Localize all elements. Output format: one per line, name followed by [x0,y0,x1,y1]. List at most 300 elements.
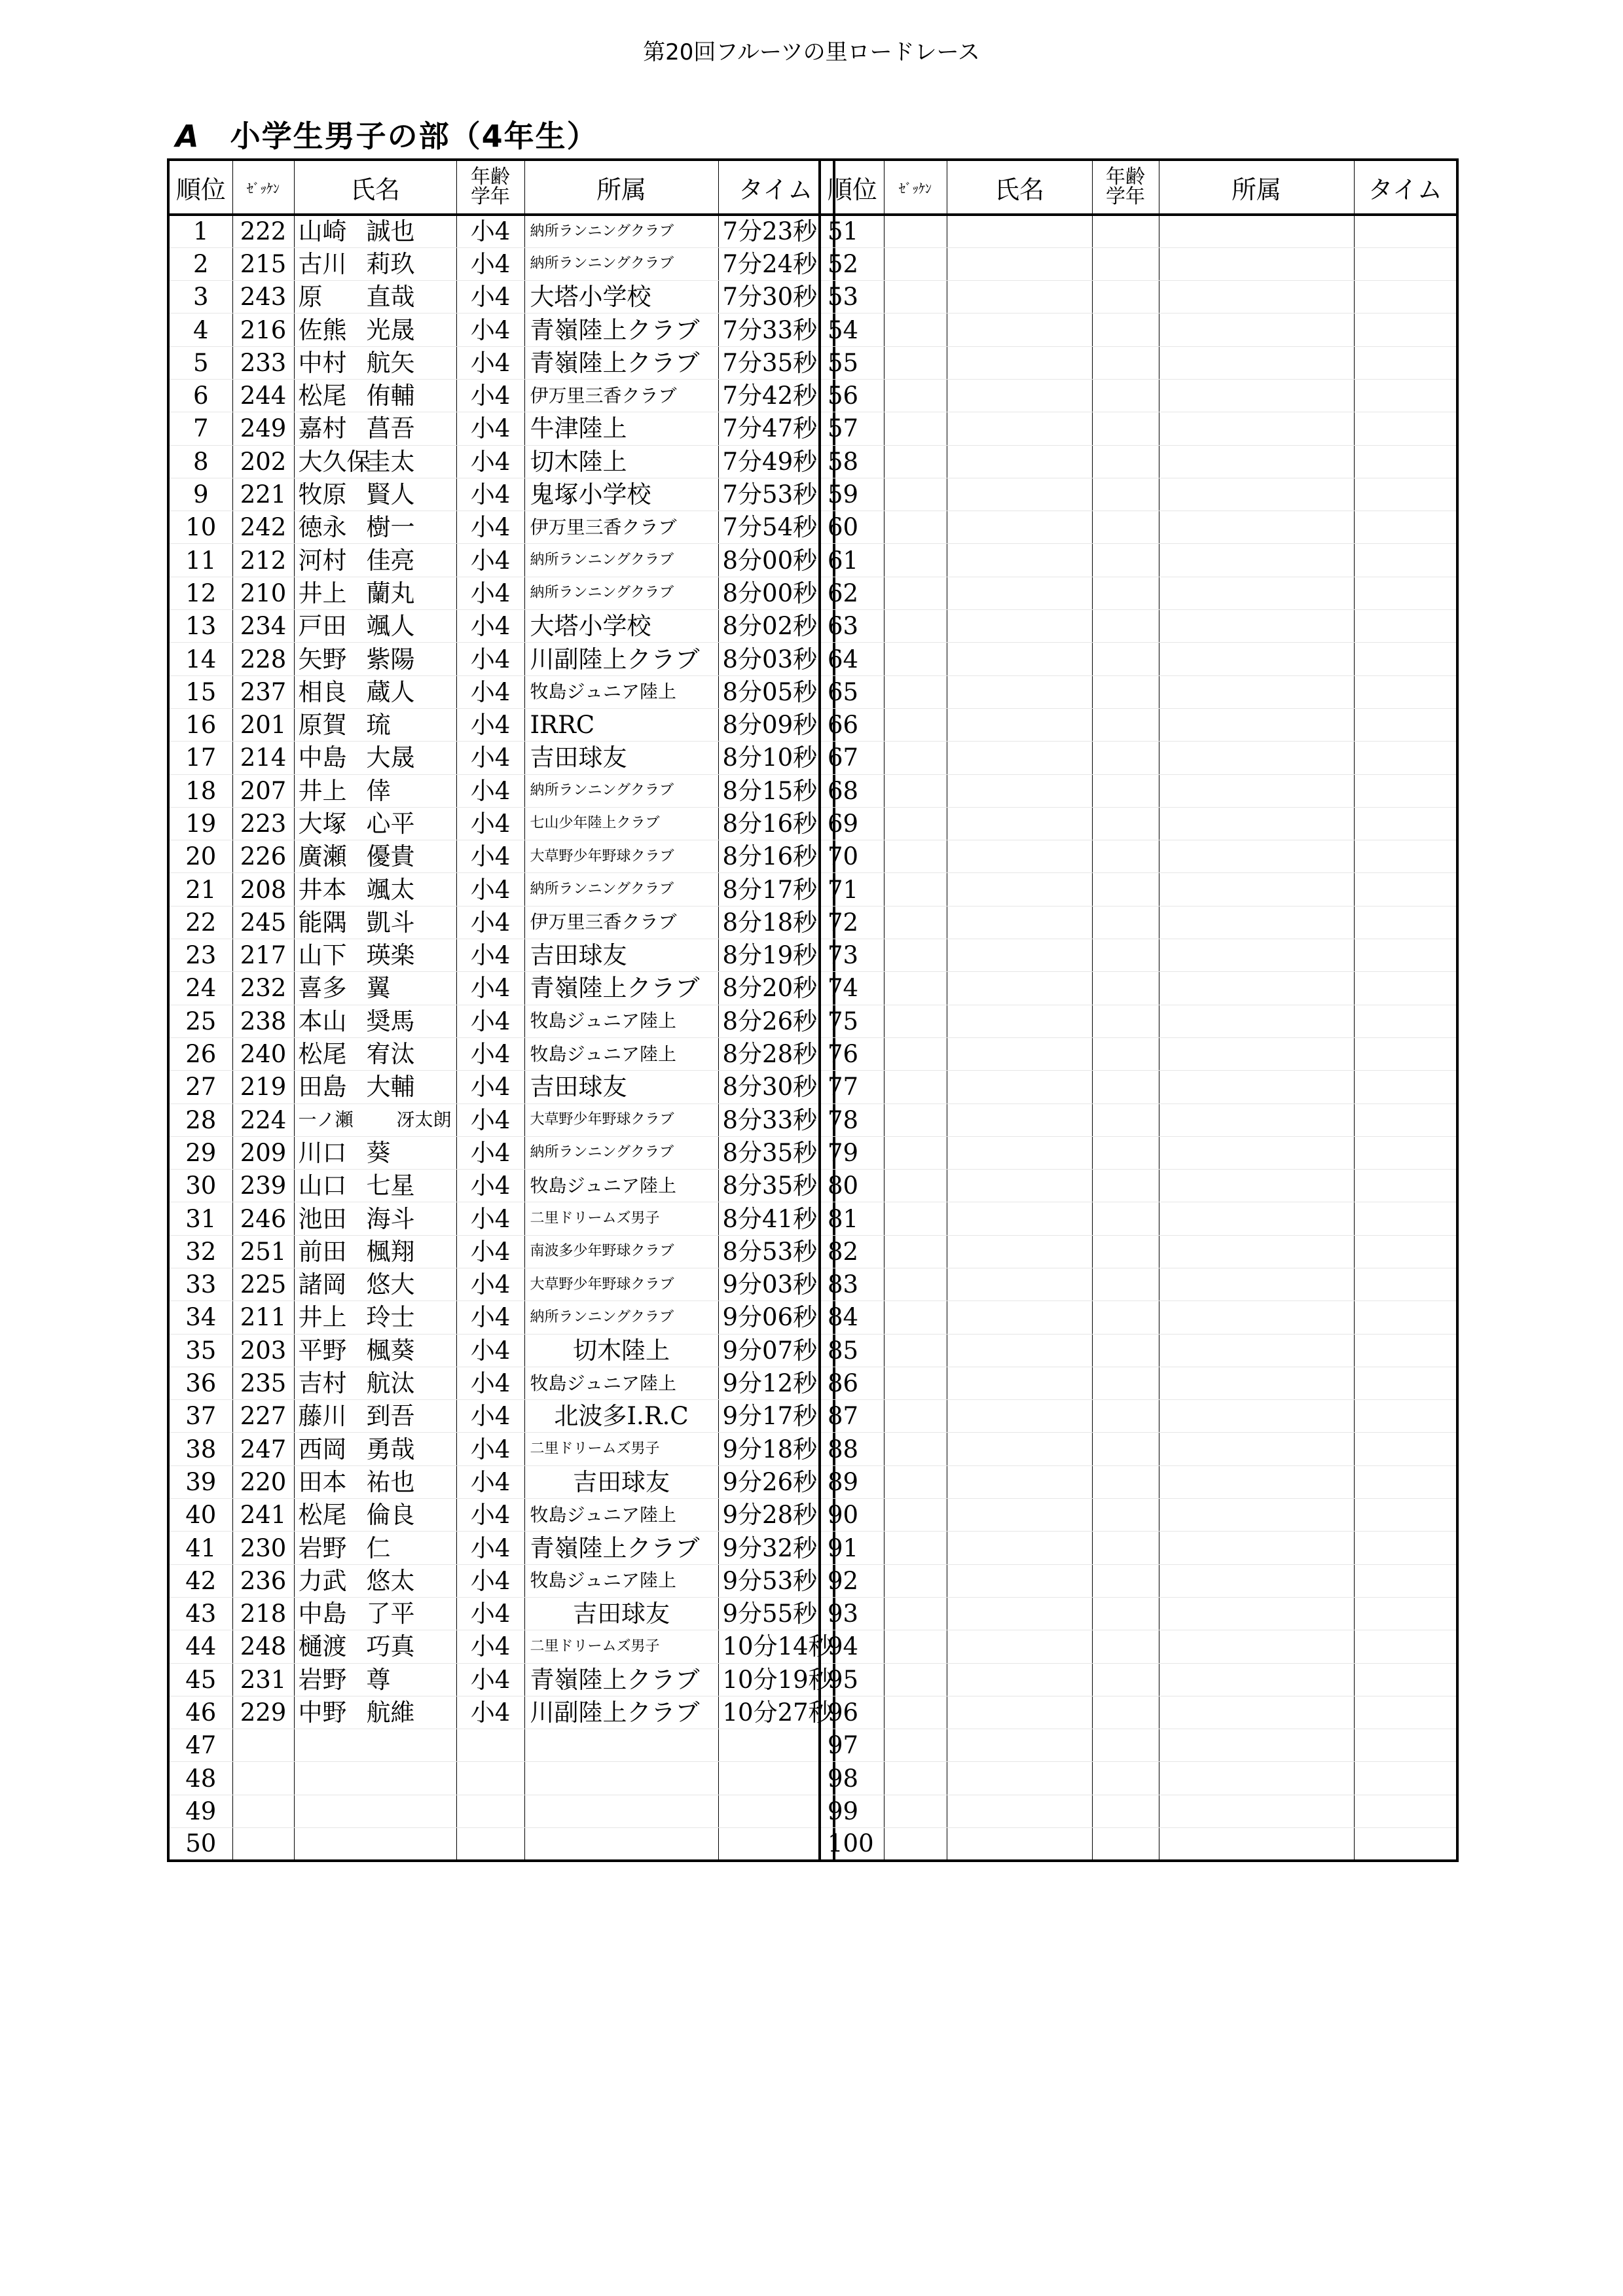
given-name: 宥汰 [366,1040,415,1069]
table-row [168,1729,834,1762]
bib-cell: 241 [232,1499,294,1532]
surname: 大塚 [298,809,347,838]
name-cell [947,1532,1092,1564]
affiliation-cell: 青嶺陸上クラブ [524,1663,718,1696]
surname: 吉村 [298,1369,347,1398]
rank-cell: 54 [820,314,884,346]
name-cell [947,1433,1092,1465]
affiliation-cell [1159,610,1354,643]
rank-cell: 29 [168,1136,232,1169]
surname: 松尾 [298,1501,347,1530]
bib-cell [884,1828,947,1861]
table-row [168,577,834,609]
bib-cell [884,1499,947,1532]
results-table-right [818,158,1459,1862]
grade-cell [1092,346,1159,379]
affiliation-cell: 牛津陸上 [524,412,718,445]
time-cell [1354,1729,1457,1762]
given-name: 優貴 [366,842,415,871]
grade-cell: 小4 [456,774,524,807]
rank-cell: 15 [168,675,232,708]
affiliation-cell [1159,1499,1354,1532]
rank-cell: 5 [168,346,232,379]
table-row [168,675,834,708]
affiliation-cell [1159,1630,1354,1663]
rank-cell: 35 [168,1334,232,1367]
name-cell [294,1630,456,1663]
rank-cell: 91 [820,1532,884,1564]
bib-cell [884,1071,947,1103]
surname: 樋渡 [298,1632,347,1661]
table-row [820,807,1457,840]
bib-cell: 208 [232,873,294,906]
grade-cell: 小4 [456,379,524,412]
given-name: 了平 [366,1600,415,1628]
rank-cell: 51 [820,215,884,247]
time-cell: 8分16秒 [718,807,834,840]
rank-cell: 1 [168,215,232,247]
table-row [820,1564,1457,1597]
bib-cell: 244 [232,379,294,412]
given-name: 悠大 [366,1270,415,1299]
table-row [168,1696,834,1729]
rank-cell: 93 [820,1597,884,1630]
rank-cell: 55 [820,346,884,379]
affiliation-cell [1159,1037,1354,1070]
table-row [820,1795,1457,1827]
rank-cell: 24 [168,972,232,1005]
rank-cell: 19 [168,807,232,840]
bib-cell [884,708,947,741]
affiliation-cell: 吉田球友 [524,742,718,774]
affiliation-cell [1159,972,1354,1005]
surname: 力武 [298,1566,347,1595]
bib-cell [884,939,947,972]
table-row [168,1564,834,1597]
name-cell [294,1103,456,1136]
grade-cell [1092,742,1159,774]
given-name: 葵 [366,1138,391,1167]
bib-cell [884,742,947,774]
name-cell [947,1301,1092,1334]
table-row [820,1433,1457,1465]
name-cell [294,379,456,412]
rank-cell: 43 [168,1597,232,1630]
given-name: 颯人 [366,612,415,641]
time-cell [1354,1828,1457,1861]
grade-cell [1092,1762,1159,1795]
time-header: タイム [718,160,834,215]
grade-cell: 小4 [456,1663,524,1696]
rank-cell: 17 [168,742,232,774]
time-cell: 9分55秒 [718,1597,834,1630]
bib-header: ｾﾞｯｹﾝ [232,160,294,215]
affiliation-cell: 牧島ジュニア陸上 [524,1170,718,1202]
grade-cell [1092,281,1159,314]
bib-cell [884,346,947,379]
bib-cell [884,807,947,840]
time-cell [1354,610,1457,643]
bib-cell: 210 [232,577,294,609]
given-name: 佳亮 [366,546,415,575]
affiliation-cell [1159,1301,1354,1334]
bib-cell [884,1630,947,1663]
given-name: 大晟 [366,744,415,772]
given-name: 仁 [366,1534,391,1562]
time-cell: 8分00秒 [718,577,834,609]
bib-cell [884,577,947,609]
rank-cell: 47 [168,1729,232,1762]
bib-cell [884,1465,947,1498]
rank-cell: 27 [168,1071,232,1103]
given-name: 冴太朗 [396,1109,452,1131]
name-cell [947,412,1092,445]
grade-cell: 小4 [456,1597,524,1630]
surname: 井上 [298,1303,347,1332]
table-row [168,1334,834,1367]
affiliation-cell [1159,1795,1354,1827]
table-row [168,1433,834,1465]
rank-cell: 50 [168,1828,232,1861]
grade-cell [1092,972,1159,1005]
table-row [820,1301,1457,1334]
time-cell [1354,1499,1457,1532]
bib-cell [884,445,947,478]
table-row [820,379,1457,412]
rank-cell: 12 [168,577,232,609]
bib-cell [884,1729,947,1762]
name-cell [294,1037,456,1070]
time-cell [1354,1597,1457,1630]
given-name: 海斗 [366,1204,415,1233]
bib-cell: 231 [232,1663,294,1696]
bib-cell [884,412,947,445]
section-letter: A [175,118,200,154]
name-cell [947,379,1092,412]
bib-cell: 215 [232,247,294,280]
table-row [168,939,834,972]
table-row [168,1663,834,1696]
time-cell: 7分53秒 [718,478,834,511]
time-cell: 8分35秒 [718,1170,834,1202]
table-row [820,972,1457,1005]
time-cell: 8分16秒 [718,840,834,873]
affiliation-cell [1159,643,1354,675]
bib-cell [884,1103,947,1136]
table-row [820,1630,1457,1663]
time-cell [1354,1103,1457,1136]
table-row [168,972,834,1005]
time-cell: 9分53秒 [718,1564,834,1597]
grade-cell: 小4 [456,1170,524,1202]
grade-cell [1092,577,1159,609]
grade-cell [1092,1499,1159,1532]
bib-cell: 228 [232,643,294,675]
bib-cell [232,1762,294,1795]
time-cell: 8分30秒 [718,1071,834,1103]
grade-cell [456,1828,524,1861]
table-row [820,1828,1457,1861]
table-row [820,1729,1457,1762]
surname: 喜多 [298,974,347,1003]
grade-cell: 小4 [456,511,524,544]
grade-cell [1092,478,1159,511]
time-cell [718,1729,834,1762]
grade-cell [1092,1663,1159,1696]
name-cell [947,577,1092,609]
name-cell [294,1532,456,1564]
given-name: 琉 [366,711,391,740]
bib-cell [232,1795,294,1827]
grade-cell [1092,1268,1159,1301]
grade-cell: 小4 [456,807,524,840]
given-name: 航汰 [366,1369,415,1398]
bib-cell: 233 [232,346,294,379]
grade-cell [1092,1696,1159,1729]
surname: 中野 [298,1698,347,1727]
rank-cell: 99 [820,1795,884,1827]
name-cell [294,478,456,511]
rank-cell: 25 [168,1005,232,1037]
rank-cell: 31 [168,1202,232,1235]
name-cell [294,1663,456,1696]
bib-cell [884,1301,947,1334]
rank-cell: 85 [820,1334,884,1367]
affiliation-cell: 吉田球友 [524,1071,718,1103]
name-cell [947,1499,1092,1532]
bib-cell [884,1170,947,1202]
bib-cell [884,1367,947,1399]
surname: 松尾 [298,1040,347,1069]
bib-cell [884,1795,947,1827]
bib-cell: 246 [232,1202,294,1235]
grade-cell: 小4 [456,972,524,1005]
bib-cell [884,1334,947,1367]
bib-cell [884,1433,947,1465]
table-row [820,1400,1457,1433]
time-cell: 7分42秒 [718,379,834,412]
time-cell [1354,379,1457,412]
time-cell [1354,511,1457,544]
name-cell [294,939,456,972]
affiliation-cell: 牧島ジュニア陸上 [524,1564,718,1597]
given-name: 翼 [366,974,391,1003]
name-cell [947,1071,1092,1103]
name-cell [947,1103,1092,1136]
bib-cell [884,610,947,643]
name-cell [947,1630,1092,1663]
rank-cell: 78 [820,1103,884,1136]
rank-cell: 77 [820,1071,884,1103]
table-row [168,1532,834,1564]
time-cell: 10分14秒 [718,1630,834,1663]
rank-cell: 9 [168,478,232,511]
affiliation-cell: 納所ランニングクラブ [524,1301,718,1334]
grade-cell: 小4 [456,1202,524,1235]
rank-cell: 52 [820,247,884,280]
table-row [168,1170,834,1202]
affiliation-cell [1159,1136,1354,1169]
affiliation-cell [1159,1400,1354,1433]
affiliation-cell: 伊万里三香クラブ [524,906,718,939]
table-row [168,840,834,873]
rank-header: 順位 [820,160,884,215]
time-cell: 8分10秒 [718,742,834,774]
surname: 能隅 [298,908,347,937]
grade-cell: 小4 [456,1564,524,1597]
affiliation-cell: 納所ランニングクラブ [524,544,718,577]
time-cell [1354,314,1457,346]
rank-cell: 79 [820,1136,884,1169]
given-name: 七星 [366,1172,415,1200]
given-name: 蔵人 [366,677,415,706]
bib-cell: 237 [232,675,294,708]
bib-cell [884,1597,947,1630]
name-cell [947,1762,1092,1795]
surname: 山下 [298,941,347,970]
rank-cell: 21 [168,873,232,906]
surname: 中村 [298,348,347,377]
surname: 徳永 [298,513,347,542]
name-cell [294,1367,456,1399]
bib-cell: 229 [232,1696,294,1729]
grade-cell [1092,314,1159,346]
given-name: 航矢 [366,348,415,377]
bib-cell [884,873,947,906]
affiliation-cell [1159,1433,1354,1465]
given-name: 菖吾 [366,414,415,443]
grade-cell [456,1762,524,1795]
affiliation-cell: 納所ランニングクラブ [524,774,718,807]
time-cell [1354,1301,1457,1334]
grade-cell: 小4 [456,544,524,577]
name-cell [947,840,1092,873]
results-table-left [167,158,835,1862]
affiliation-cell: 青嶺陸上クラブ [524,346,718,379]
bib-cell: 225 [232,1268,294,1301]
time-cell: 8分26秒 [718,1005,834,1037]
table-row [168,906,834,939]
grade-cell: 小4 [456,346,524,379]
rank-cell: 67 [820,742,884,774]
surname: 井上 [298,579,347,607]
table-row [168,281,834,314]
grade-cell: 小4 [456,1499,524,1532]
name-cell [294,1202,456,1235]
name-cell [294,1071,456,1103]
rank-cell: 63 [820,610,884,643]
table-row [820,1696,1457,1729]
table-header-row [820,160,1457,215]
time-cell [1354,1136,1457,1169]
time-cell [718,1795,834,1827]
rank-cell: 36 [168,1367,232,1399]
rank-cell: 94 [820,1630,884,1663]
affiliation-cell [1159,346,1354,379]
given-name: 航維 [366,1698,415,1727]
bib-cell: 245 [232,906,294,939]
affiliation-cell [1159,1465,1354,1498]
time-cell [1354,445,1457,478]
grade-cell: 小4 [456,281,524,314]
rank-cell: 26 [168,1037,232,1070]
grade-cell: 小4 [456,1367,524,1399]
affiliation-cell [1159,742,1354,774]
table-row [820,478,1457,511]
name-cell [294,247,456,280]
affiliation-cell [1159,675,1354,708]
rank-cell: 83 [820,1268,884,1301]
affiliation-cell [1159,840,1354,873]
time-cell: 9分28秒 [718,1499,834,1532]
grade-cell [1092,215,1159,247]
grade-cell [1092,1400,1159,1433]
time-cell [718,1762,834,1795]
grade-cell: 小4 [456,610,524,643]
table-row [168,807,834,840]
affiliation-cell [1159,544,1354,577]
given-name: 圭太 [366,447,415,476]
time-cell [1354,873,1457,906]
affiliation-cell [1159,412,1354,445]
time-cell [1354,742,1457,774]
rank-cell: 88 [820,1433,884,1465]
rank-cell: 95 [820,1663,884,1696]
grade-cell [1092,1103,1159,1136]
section-heading [175,113,598,156]
rank-cell: 86 [820,1367,884,1399]
rank-cell: 68 [820,774,884,807]
rank-cell: 98 [820,1762,884,1795]
rank-cell: 11 [168,544,232,577]
table-row [820,1762,1457,1795]
table-row [168,1136,834,1169]
table-row [168,1005,834,1037]
name-cell [294,1136,456,1169]
affiliation-cell [1159,1762,1354,1795]
time-cell [1354,1433,1457,1465]
bib-cell [884,478,947,511]
affiliation-cell: 伊万里三香クラブ [524,511,718,544]
grade-cell [1092,1630,1159,1663]
rank-cell: 53 [820,281,884,314]
time-cell: 7分54秒 [718,511,834,544]
grade-cell [1092,610,1159,643]
bib-cell [232,1828,294,1861]
rank-cell: 6 [168,379,232,412]
affiliation-cell [1159,906,1354,939]
surname: 前田 [298,1237,347,1266]
given-name: 光晟 [366,315,415,344]
given-name: 颯太 [366,875,415,904]
grade-cell: 小4 [456,1037,524,1070]
given-name: 大輔 [366,1073,415,1102]
table-row [820,346,1457,379]
surname: 戸田 [298,612,347,641]
time-cell: 10分19秒 [718,1663,834,1696]
surname: 中島 [298,1600,347,1628]
table-row [820,1499,1457,1532]
table-row [820,1367,1457,1399]
bib-cell: 235 [232,1367,294,1399]
rank-cell: 89 [820,1465,884,1498]
grade-cell [456,1795,524,1827]
name-cell [947,544,1092,577]
surname: 廣瀬 [298,842,347,871]
name-cell [947,1170,1092,1202]
table-row [168,1499,834,1532]
rank-cell: 46 [168,1696,232,1729]
